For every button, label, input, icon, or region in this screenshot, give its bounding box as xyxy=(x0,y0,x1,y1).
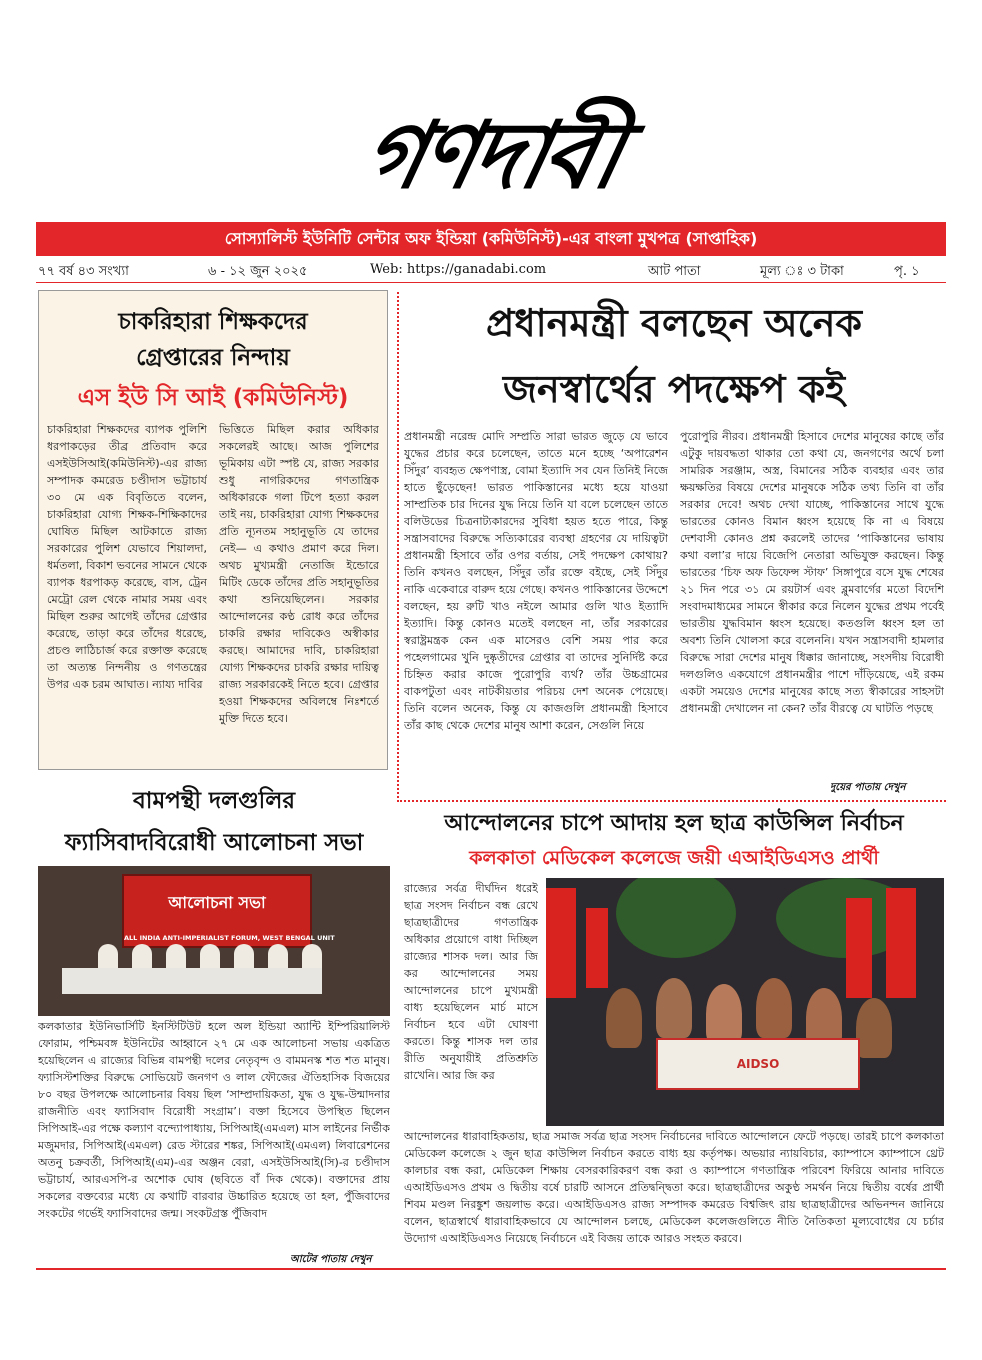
article-body: আন্দোলনের ধারাবাহিকতায়, ছাত্র সমাজ সর্বত্র ছাত্র সংসদ নির্বাচনের দাবিতে আন্দোলনে ফেটে পড়ছে। তারই চাপে কলকাতা মেডিকেল কলেজে ২ জুন ছাত্র কাউন্সিল নির্বাচন করতে বাধ্য হয় কর্তৃপক্ষ। অভয়ার ন্যায়বিচার, ক্যাম্পাসে ক্যাম্পাসে থ্রেট কালচার বন্ধ করা, মেডিকেল শিক্ষায় বেসরকারিকরণ বন্ধ করা ও ক্যাম্পাসে গণতান্ত্রিক পরিবেশ ফিরিয়ে আনার দাবিতে এআইডিএসও প্রথম ও দ্বিতীয় বর্ষে চারটি আসনে প্রতিদ্বন্দ্বিতা করে। ছাত্রছাত্রীদের অকুণ্ঠ সমর্থন নিয়ে দ্বিতীয় বর্ষের প্রার্থী শিবম মণ্ডল নিরঙ্কুশ জয়লাভ করে। এআইডিএসও রাজ্য সম্পাদক কমরেড বিশ্বজিৎ রায় ছাত্রছাত্রীদের অভিনন্দন জানিয়ে বলেন, ছাত্রস্বার্থে ধারাবাহিকভাবে যে আন্দোলন চলছে, মেডিকেল কলেজগুলিতে নীতি নৈতিকতা মূল্যবোধের যে চর্চার উদ্যোগ এআইডিএসও নিয়েছে নির্বাচনে এই বিজয় তাকে আরও সংহত করবে। xyxy=(404,1130,944,1245)
bottom-rule xyxy=(36,1268,946,1270)
story-teachers-box xyxy=(38,290,388,770)
section-divider xyxy=(400,800,946,802)
issue-info-bar xyxy=(36,258,946,283)
issue-number: ৭৭ বর্ষ ৪৩ সংখ্যা xyxy=(38,264,129,279)
story-subheadline: কলকাতা মেডিকেল কলেজে জয়ী এআইডিএসও প্রার্থী xyxy=(469,847,879,869)
subtitle-text: সোস্যালিস্ট ইউনিটি সেন্টার অফ ইন্ডিয়া (কমিউনিস্ট)-এর বাংলা মুখপত্র (সাপ্তাহিক) xyxy=(224,229,758,248)
masthead-title: গণদাবী xyxy=(353,102,629,209)
story-subheadline: এস ইউ সি আই (কমিউনিস্ট) xyxy=(77,385,349,411)
article-column: চাকরিহারা শিক্ষকদের ব্যাপক পুলিশি ধরপাকড়ের তীব্র প্রতিবাদ করে এসইউসিআই(কমিউনিস্ট)-এর রাজ্য সম্পাদক কমরেড চণ্ডীদাস ভট্টাচার্য ৩০ মে এক বিবৃতিতে বলেন, চাকরিহারা যোগ্য শিক্ষক-শিক্ষিকাদের ঘোষিত মিছিল আটকাতে রাজ্য সরকারের পুলিশ যেভাবে শিয়ালদা, ধর্মতলা, বিকাশ ভবনের সামনে থেকে ব্যাপক ধরপাকড় করেছে, বাস, ট্রেন মেট্রো রেল থেকে নামার সময় এবং মিছিল শুরুর আগেই তাঁদের গ্রেপ্তার করেছে, তাড়া করে তাঁদের ধরেছে, প্রচণ্ড লাঠিচার্জ করে রক্তাক্ত করেছে তা অত্যন্ত নিন্দনীয় ও গণতন্ত্রের উপর এক চরম আঘাত। ন্যায্য দাবির xyxy=(47,423,207,691)
lead-headline: জনস্বার্থের পদক্ষেপ কই xyxy=(502,367,846,411)
subtitle-band xyxy=(36,222,946,256)
price: মূল্য ঃ ৩ টাকা xyxy=(760,264,844,279)
story-headline: গ্রেপ্তারের নিন্দায় xyxy=(136,345,290,371)
article-column: প্রধানমন্ত্রী নরেন্দ্র মোদি সম্প্রতি সারা ভারত জুড়ে যে ভাবে যুদ্ধের প্রচার করে চলেছেন, তাতে মনে হচ্ছে ‘অপারেশন সিঁদুর’ ব্যবহৃত ক্ষেপণাস্ত্র, বোমা ইত্যাদি সব যেন তিনিই নিজে হাতে ছুঁড়েছেন! ভারত পাকিস্তানের মধ্যে হয়ে যাওয়া সাম্প্রতিক চার দিনের যুদ্ধ নিয়ে তিনি যা বলে চলেছেন তাতে বলিউডের চিত্রনাট্যকারদের সুবিধা হয়ত হতে পারে, কিন্তু সন্ত্রাসবাদের বিরুদ্ধে সত্যিকারের ব্যবস্থা গ্রহণের যে দায়িত্বটা প্রধানমন্ত্রী হিসাবে তাঁর ওপর বর্তায়, সেই পদক্ষেপ কোথায়? তিনি কখনও বলছেন, সিঁদুর তাঁর রক্তে বইছে, সেই সিঁদুর নাকি একেবারে বারুদ হয়ে গেছে। কখনও পাকিস্তানের উদ্দেশে বলছেন, হয় রুটি খাও নইলে আমার গুলি খাও ইত্যাদি ইত্যাদি। কিন্তু কোনও মতেই বলছেন না, তাঁর সরকারের স্বরাষ্ট্রমন্ত্রক কেন এক মাসেরও বেশি সময় পার করে পহেলগামের খুনি দুষ্কৃতীদের গ্রেপ্তার বা তাদের সুনির্দিষ্ট করে চিহ্নিত করার কাজে পুরোপুরি ব্যর্থ? তাঁর উচ্চগ্রামের বাকপটুতা এবং নাটকীয়তার পরিচয় দেশ অনেক পেয়েছে। তিনি বলেন অনেক, কিন্তু যে কাজগুলি প্রধানমন্ত্রী হিসাবে তাঁর কাছ থেকে দেশের মানুষ আশা করেন, সেগুলি নিয়ে xyxy=(404,430,668,732)
student-rally-photo xyxy=(546,878,944,1126)
story-headline: বামপন্থী দলগুলির xyxy=(132,788,295,814)
story-headline: আন্দোলনের চাপে আদায় হল ছাত্র কাউন্সিল নির্বাচন xyxy=(444,811,904,836)
meeting-photo xyxy=(38,866,390,1016)
story-headline: ফ্যাসিবাদবিরোধী আলোচনা সভা xyxy=(64,830,364,856)
lead-headline: প্রধানমন্ত্রী বলছেন অনেক xyxy=(485,301,863,345)
continued-note[interactable]: আটের পাতায় দেখুন xyxy=(290,1254,372,1265)
story-headline: চাকরিহারা শিক্ষকদের xyxy=(118,309,308,335)
column-divider xyxy=(397,292,399,802)
page-number: পৃ. ১ xyxy=(894,264,920,279)
article-body: কলকাতার ইউনিভার্সিটি ইনস্টিটিউট হলে অল ইন্ডিয়া অ্যান্টি ইম্পিরিয়ালিস্ট ফোরাম, পশ্চিমবঙ্গ ইউনিটের আহ্বানে ২৭ মে এক আলোচনা সভায় একত্রিত হয়েছিলেন এ রাজ্যের বিভিন্ন বামপন্থী দলের নেতৃবৃন্দ ও বামমনস্ক শত শত মানুষ। ফ্যাসিস্টশক্তির বিরুদ্ধে সোভিয়েট জনগণ ও লাল ফৌজের ঐতিহাসিক বিজয়ের ৮০ বছর উপলক্ষে আলোচনার বিষয় ছিল ‘সাম্প্রদায়িকতা, যুদ্ধ ও যুদ্ধ-উন্মাদনার রাজনীতি এবং ফ্যাসিবাদ বিরোধী সংগ্রাম’। বক্তা হিসেবে উপস্থিত ছিলেন সিপিআই-এর পক্ষে কল্যাণ বন্দ্যোপাধ্যায়, সিপিআই(এমএল) মাস লাইনের নির্ভীক মজুমদার, সিপিআই(এমএল) রেড স্টারের শঙ্কর, সিপিআই(এমএল) লিবারেশনের অতনু চক্রবর্তী, সিপিআই(এম)-এর অঞ্জন বেরা, এসইউসিআই(সি)-র চণ্ডীদাস ভট্টাচার্য, আরএসপি-র অশোক ঘোষ (ছবিতে বাঁ দিক থেকে)। বক্তাদের প্রায় সকলের বক্তব্যের মধ্যে যে কথাটি বারবার উচ্চারিত হয়েছে তা হল, পুঁজিবাদের সংকটের গর্ভেই ফ্যাসিবাদের জন্ম। সংকটগ্রস্ত পুঁজিবাদ xyxy=(38,1020,390,1220)
banner-footer: ALL INDIA ANTI-IMPERIALIST FORUM, WEST BENGAL UNIT xyxy=(124,934,335,942)
continued-note[interactable]: দুয়ের পাতায় দেখুন xyxy=(830,782,906,793)
issue-date: ৬ - ১২ জুন ২০২৫ xyxy=(208,264,308,279)
article-column: রাজ্যের সর্বত্র দীর্ঘদিন ধরেই ছাত্র সংসদ নির্বাচন বন্ধ রেখে ছাত্রছাত্রীদের গণতান্ত্রিক অধিকার প্রয়োগে বাধা দিচ্ছিল রাজ্যের শাসক দল। আর জি কর আন্দোলনের সময় আন্দোলনের চাপে মুখ্যমন্ত্রী বাধ্য হয়েছিলেন মার্চ মাসে নির্বাচন হবে এটা ঘোষণা করতে। কিন্তু শাসক দল তার রীতি অনুযায়ীই প্রতিশ্রুতি রাখেনি। আর জি কর xyxy=(404,882,538,1082)
masthead-logo xyxy=(268,96,714,216)
rally-banner: AIDSO xyxy=(656,1038,860,1090)
banner-title: আলোচনা সভা xyxy=(168,893,266,912)
photo-banner xyxy=(122,874,335,948)
article-column: ভিত্তিতে মিছিল করার অধিকার সকলেরই আছে। আজ পুলিশের ভূমিকায় এটা স্পষ্ট যে, রাজ্য সরকার শুধু নাগরিকদের গণতান্ত্রিক অধিকারকে গলা টিপে হত্যা করল তাই নয়, চাকরিহারা যোগ্য শিক্ষকদের প্রতি ন্যূনতম সহানুভূতি যে তাদের নেই— এ কথাও প্রমাণ করে দিল। অথচ মুখ্যমন্ত্রী নেতাজি ইন্ডোরে মিটিং ডেকে তাঁদের প্রতি সহানুভূতির কথা শুনিয়েছিলেন। সরকার আন্দোলনের কণ্ঠ রোধ করে তাঁদের চাকরি রক্ষার দাবিকেও অস্বীকার করছে। আমাদের দাবি, চাকরিহারা যোগ্য শিক্ষকদের চাকরি রক্ষার দায়িত্ব রাজ্য সরকারকেই নিতে হবে। গ্রেপ্তার হওয়া শিক্ষকদের অবিলম্বে নিঃশর্তে মুক্তি দিতে হবে। xyxy=(219,423,379,725)
website-link[interactable]: Web: https://ganadabi.com xyxy=(370,262,547,277)
page-count: আট পাতা xyxy=(648,264,701,279)
article-column: পুরোপুরি নীরব। প্রধানমন্ত্রী হিসাবে দেশের মানুষের কাছে তাঁর এটুকু দায়বদ্ধতা থাকার তো কথা যে, জনগণের অর্থে চলা সামরিক সরঞ্জাম, অস্ত্র, বিমানের সঠিক ব্যবহার এবং তার ক্ষয়ক্ষতির বিষয়ে দেশের মানুষকে সঠিক তথ্য তিনি বা তাঁর সরকার দেবে! অথচ দেখা যাচ্ছে, পাকিস্তানের সাথে যুদ্ধে ভারতের কোনও বিমান ধ্বংস হয়েছে কি না এ বিষয়ে দেশবাসী কোনও প্রশ্ন করলেই তাদের ‘পাকিস্তানের ভাষায় কথা বলা’র দায়ে বিজেপি নেতারা অভিযুক্ত করছেন। কিন্তু ভারতের ‘চিফ অফ ডিফেন্স স্টাফ’ সিঙ্গাপুরে বসে যুদ্ধ শেষের ২১ দিন পরে ৩১ মে রয়টার্স এবং ব্লুমবার্গের মতো বিদেশি সংবাদমাধ্যমের সামনে স্বীকার করে নিলেন যুদ্ধের প্রথম পর্বেই ভারতীয় যুদ্ধবিমান ধ্বংস হয়েছে। কতগুলি ধ্বংস হল তা অবশ্য তিনি খোলসা করে বলেননি। যখন সন্ত্রাসবাদী হামলার বিরুদ্ধে সারা দেশের মানুষ ধিক্কার জানাচ্ছে, সংসদীয় বিরোধী দলগুলিও একযোগে প্রধানমন্ত্রীর পাশে দাঁড়িয়েছে, এই রকম একটা সময়েও দেশের মানুষের কাছে সত্য স্বীকারের সাহসটা প্রধানমন্ত্রী দেখালেন না কেন? তাঁর বীরত্বে যে ঘাটতি পড়ছে xyxy=(680,430,944,715)
